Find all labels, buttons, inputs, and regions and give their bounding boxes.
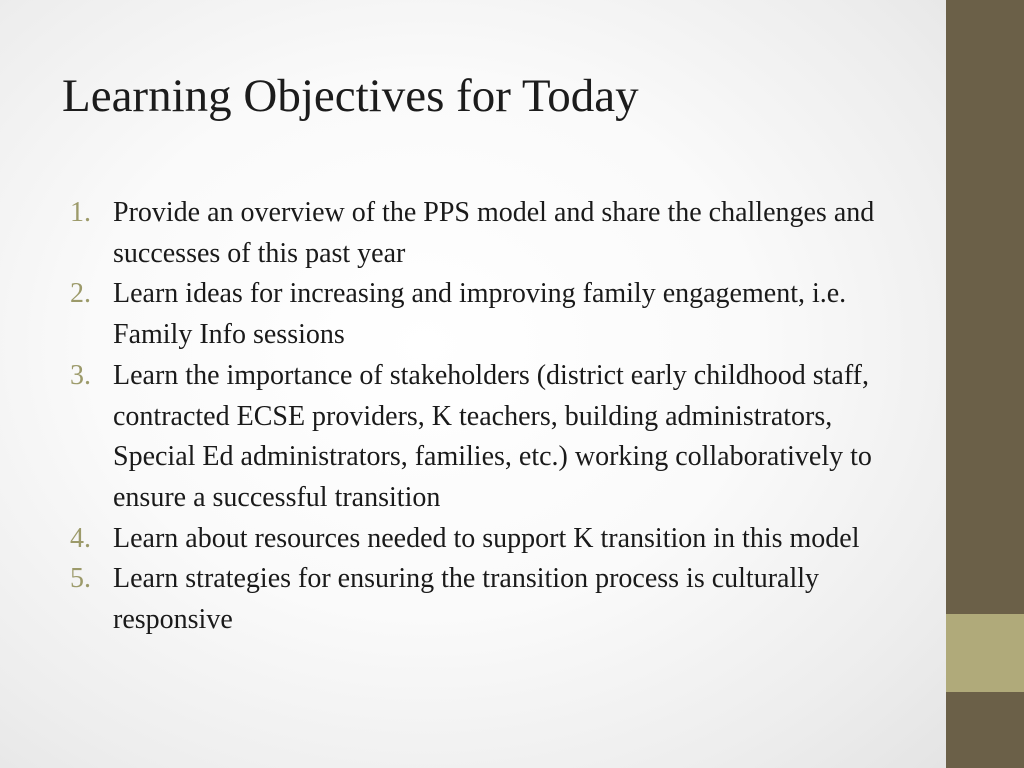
- objective-number: 5.: [70, 563, 91, 595]
- objective-item: [62, 193, 902, 274]
- objective-text: Learn about resources needed to support K transition in this model: [113, 522, 860, 554]
- objective-text: Provide an overview of the PPS model and share the challenges and successes of this past year: [113, 197, 875, 269]
- objective-text: Learn strategies for ensuring the transition process is culturally responsive: [113, 563, 820, 636]
- objective-item: [62, 559, 902, 640]
- objective-number: 4.: [70, 522, 91, 554]
- objective-number: 2.: [70, 278, 91, 310]
- objective-text: Learn the importance of stakeholders (district early childhood staff, contracted ECSE providers, K teachers, building administrators, Special Ed administrators, families, etc.) working collaboratively to ensure a successful transition: [113, 359, 872, 513]
- objective-number: 3.: [70, 359, 91, 391]
- sidebar-accent-block: [946, 614, 1024, 692]
- objective-item: [62, 519, 902, 560]
- objective-text: Learn ideas for increasing and improving family engagement, i.e. Family Info sessions: [113, 278, 847, 351]
- objective-item: [62, 274, 902, 355]
- decorative-sidebar: [946, 0, 1024, 768]
- objectives-list: [62, 193, 902, 641]
- objective-item: [62, 356, 902, 519]
- slide-title: Learning Objectives for Today: [62, 70, 639, 122]
- objective-number: 1.: [70, 197, 91, 228]
